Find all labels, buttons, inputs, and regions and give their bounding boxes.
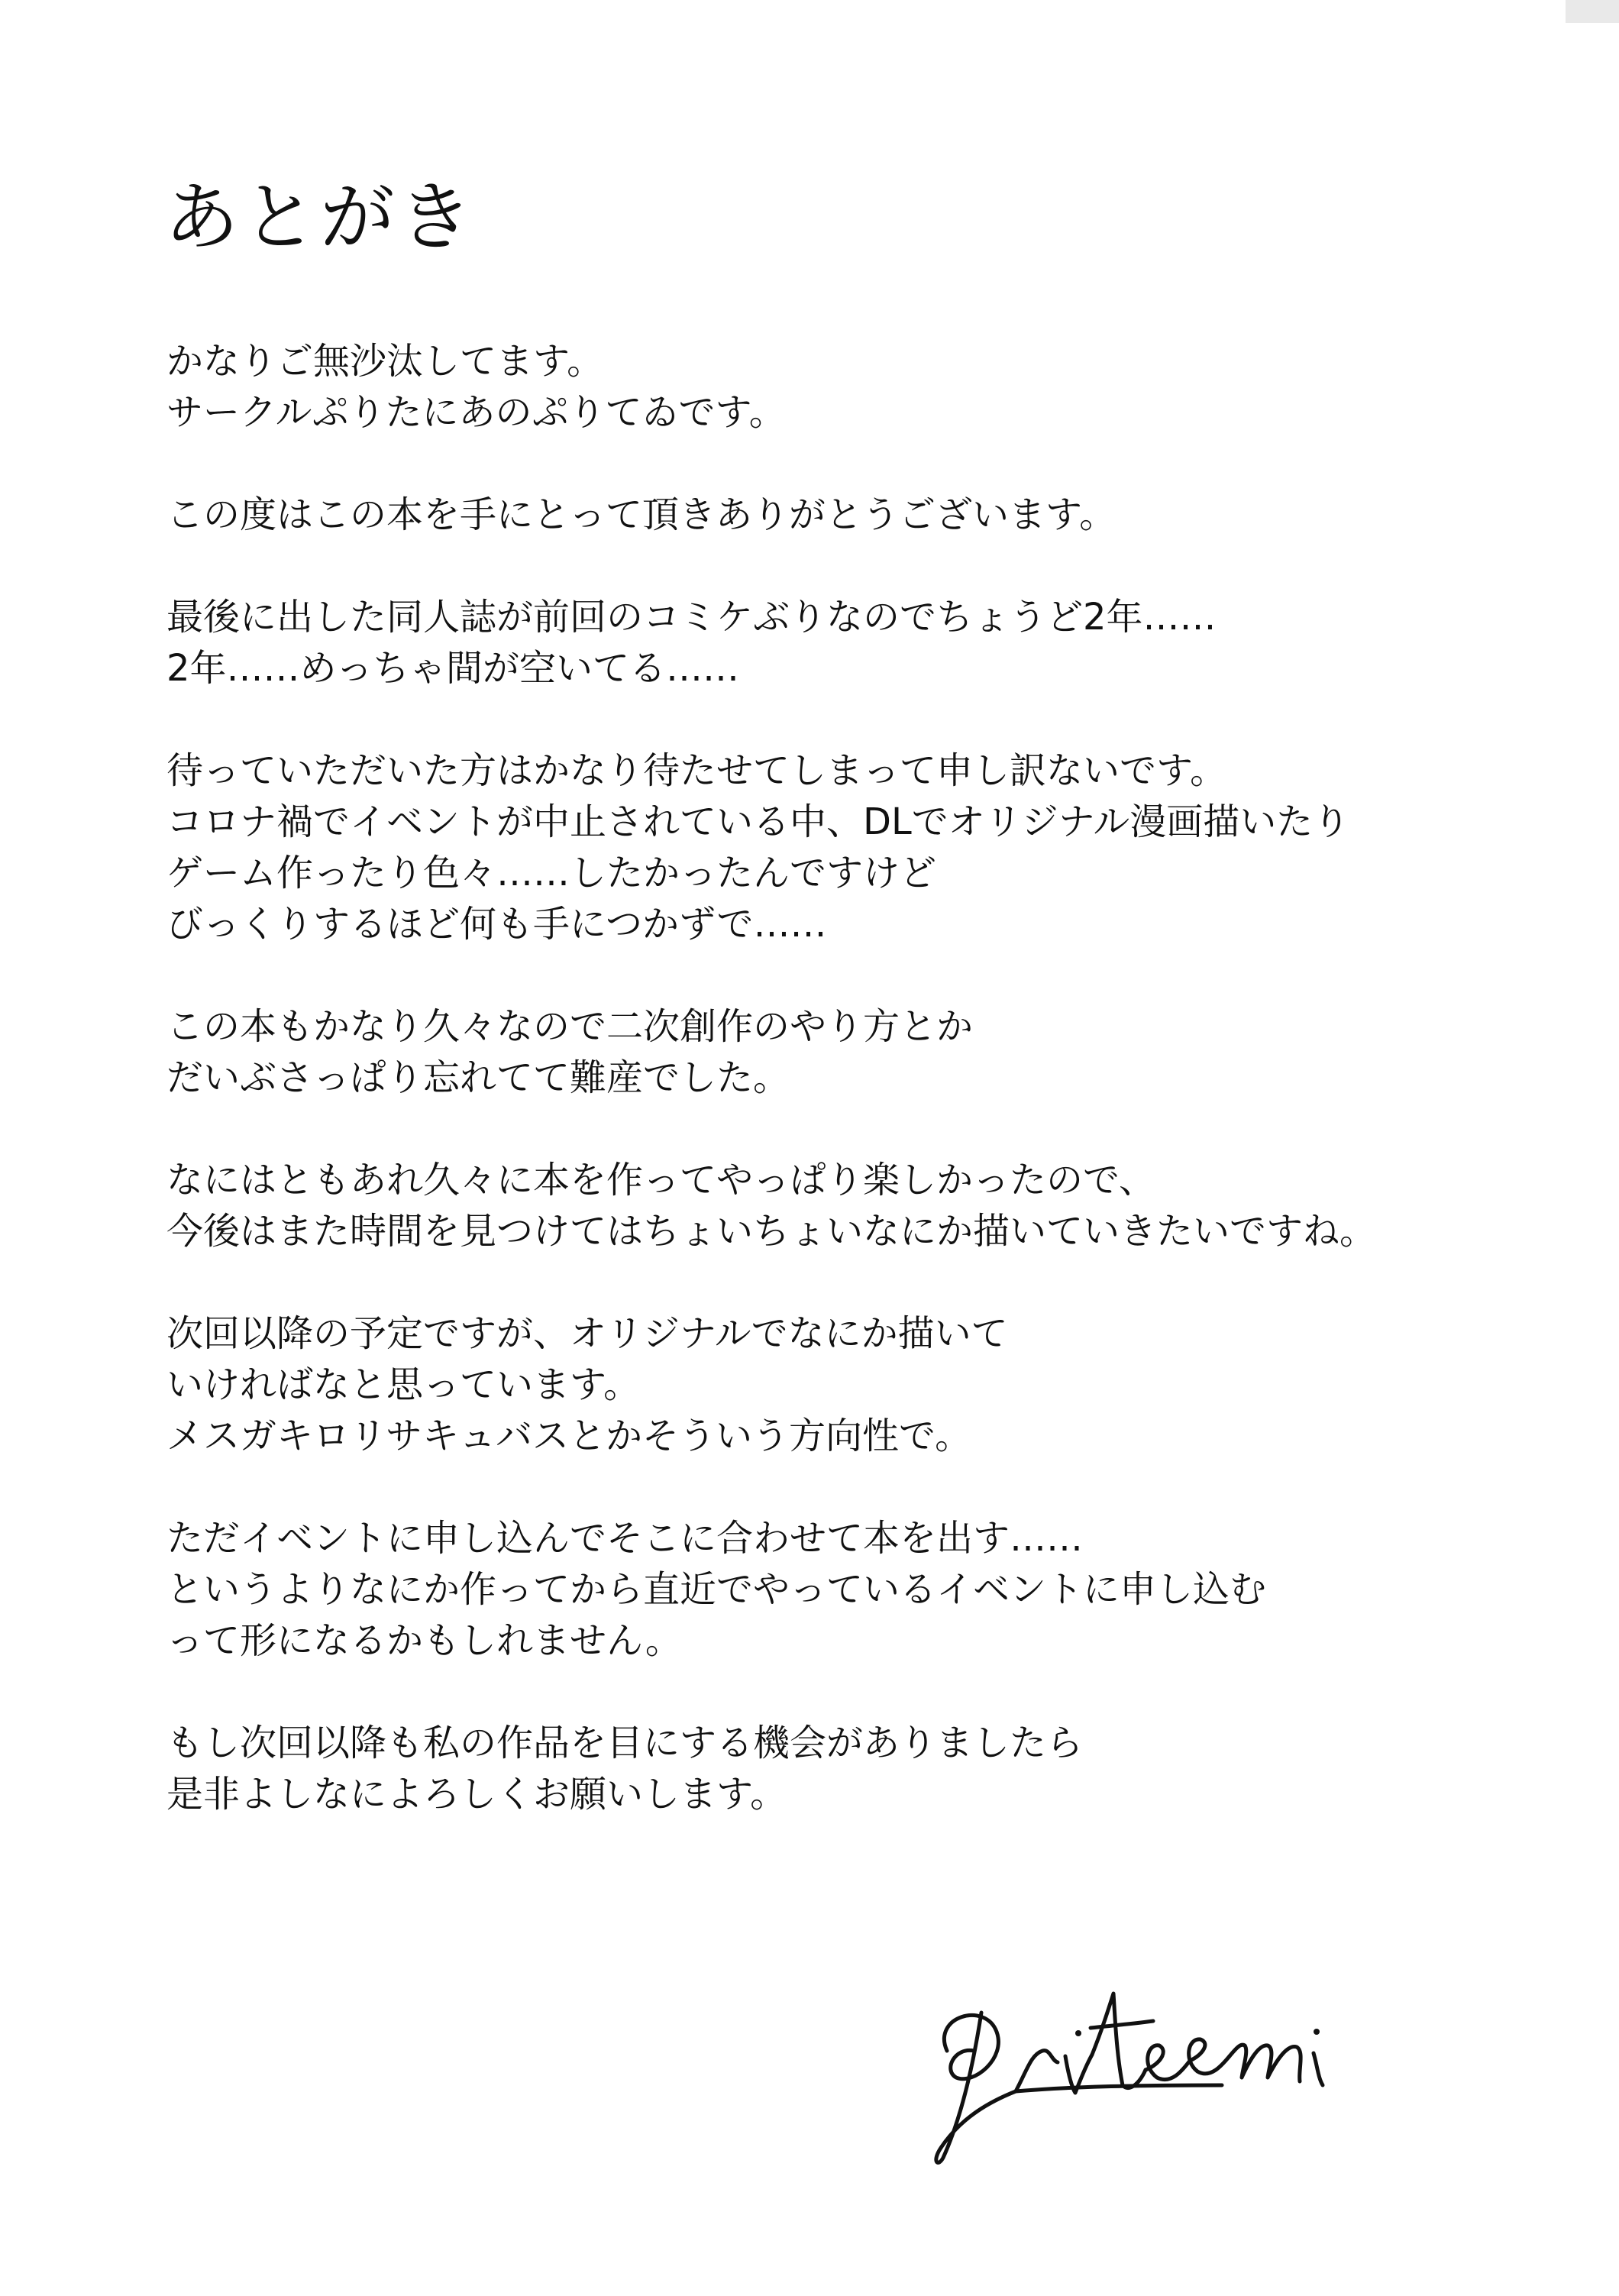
page-title: あとがき (164, 174, 477, 261)
paragraph-future-hopes (166, 1155, 1587, 1257)
text-line: サークルぷりたにあのぷりてゐです。 (166, 391, 786, 434)
text-line: メスガキロリサキュバスとかそういう方向性で。 (166, 1415, 972, 1457)
text-line: 最後に出した同人誌が前回のコミケぶりなのでちょうど2年…… (166, 596, 1217, 639)
paragraph-last-release (166, 592, 1587, 694)
text-line: かなりご無沙汰してます。 (166, 340, 604, 383)
scan-edge-mark (1566, 0, 1619, 23)
text-line: 是非よしなによろしくお願いします。 (166, 1773, 787, 1816)
paragraph-closing (166, 1718, 1587, 1820)
text-line: 今後はまた時間を見つけてはちょいちょいなにか描いていきたいですね。 (166, 1210, 1377, 1253)
paragraph-event-plans (166, 1513, 1587, 1667)
handwritten-signature (901, 1971, 1482, 2169)
text-line: この度はこの本を手にとって頂きありがとうございます。 (166, 493, 1116, 536)
text-line: ただイベントに申し込んでそこに合わせて本を出す…… (166, 1517, 1084, 1560)
text-line: というよりなにか作ってから直近でやっているイベントに申し込む (166, 1568, 1267, 1611)
text-line: いければなと思っています。 (166, 1363, 641, 1406)
text-line: この本もかなり久々なので二次創作のやり方とか (166, 1005, 974, 1048)
paragraph-thanks (166, 490, 1587, 541)
text-line: びっくりするほど何も手につかずで…… (166, 903, 827, 946)
text-line: 待っていただいた方はかなり待たせてしまって申し訳ないです。 (166, 749, 1227, 792)
paragraph-greeting (166, 336, 1587, 438)
text-line: もし次回以降も私の作品を目にする機会がありましたら (166, 1722, 1084, 1764)
text-line: なにはともあれ久々に本を作ってやっぱり楽しかったので、 (166, 1159, 1156, 1201)
text-line: って形になるかもしれません。 (166, 1619, 682, 1662)
text-line: だいぶさっぱり忘れてて難産でした。 (166, 1056, 790, 1099)
paragraph-next-plans (166, 1308, 1587, 1462)
text-line: コロナ禍でイベントが中止されている中、DLでオリジナル漫画描いたり (166, 800, 1350, 843)
text-line: 2年……めっちゃ間が空いてる…… (166, 647, 740, 690)
text-line: ゲーム作ったり色々……したかったんですけど (166, 852, 937, 894)
text-line: 次回以降の予定ですが、オリジナルでなにか描いて (166, 1312, 1008, 1355)
paragraph-difficulty (166, 1001, 1587, 1104)
paragraph-apology (166, 745, 1587, 950)
afterword-body (166, 336, 1587, 1871)
